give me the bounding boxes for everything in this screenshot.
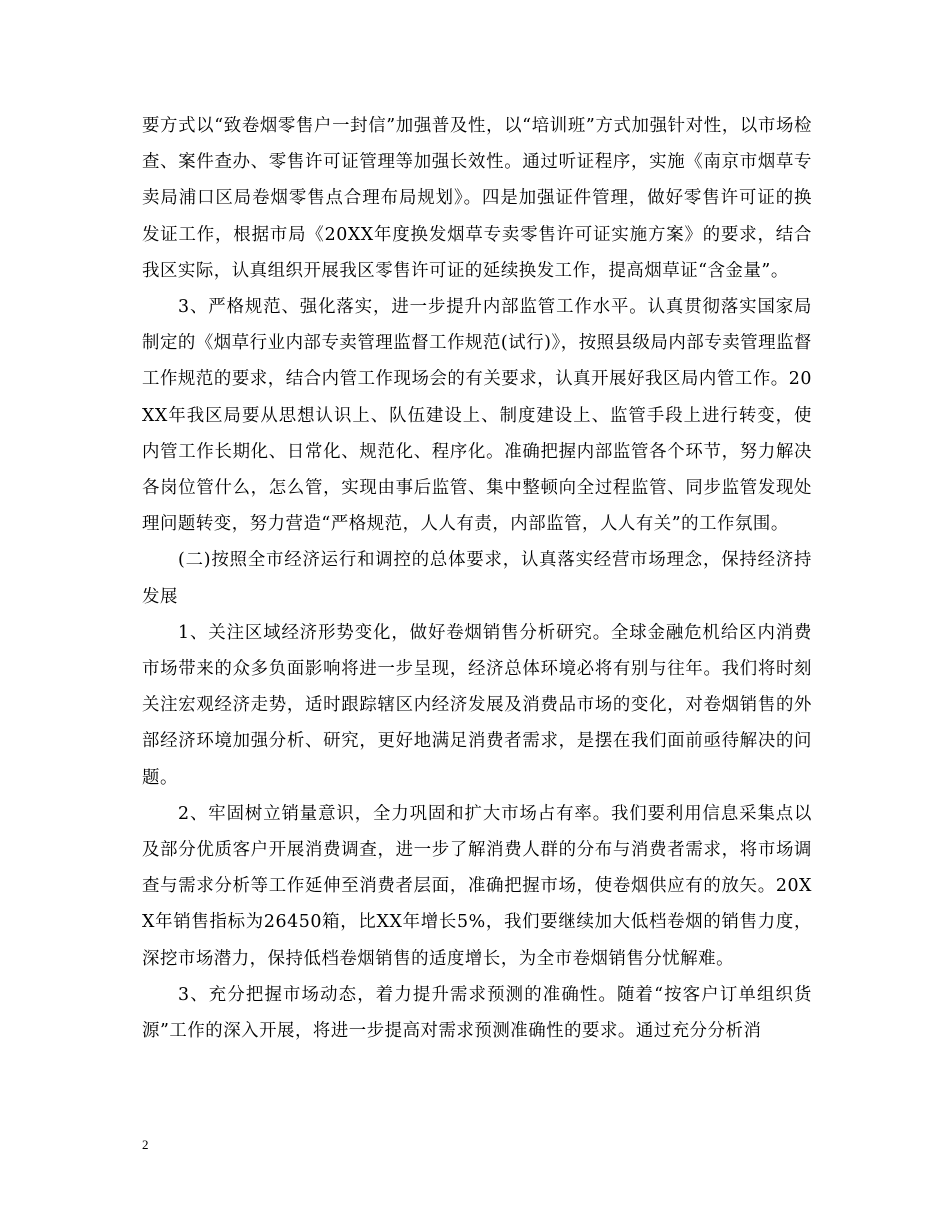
paragraph-internal-supervision: 3、严格规范、强化落实，进一步提升内部监管工作水平。认真贯彻落实国家局制定的《烟草行业内部专卖管理监督工作规范(试行)》，按照县级局内部专卖管理监督工作规范的要求，结合内管工作现场会的有关要求，认真开展好我区局内管工作。20XX年我区局要从思想认识上、队伍建设上、制度建设上、监管手段上进行转变，使内管工作长期化、日常化、规范化、程序化。准确把握内部监管各个环节，努力解决各岗位管什么，怎么管，实现由事后监管、集中整顿向全过程监管、同步监管发现处理问题转变，努力营造“严格规范，人人有责，内部监管，人人有关”的工作氛围。	[142, 297, 812, 535]
paragraph-market-dynamics: 3、充分把握市场动态，着力提升需求预测的准确性。随着“按客户订单组织货源”工作的深入开展，将进一步提高对需求预测准确性的要求。通过充分分析消	[142, 984, 812, 1042]
document-body	[142, 108, 812, 1049]
section-heading-economic-operation: (二)按照全市经济运行和调控的总体要求，认真落实经营市场理念，保持经济持发展	[142, 550, 812, 607]
page-number: 2	[142, 1137, 149, 1152]
paragraph-sales-volume: 2、牢固树立销量意识，全力巩固和扩大市场占有率。我们要利用信息采集点以及部分优质客户开展消费调查，进一步了解消费人群的分布与消费者需求，将市场调查与需求分析等工作延伸至消费者层面，准确把握市场，使卷烟供应有的放矢。20XX年销售指标为26450箱，比XX年增长5%，我们要继续加大低档卷烟的销售力度，深挖市场潜力，保持低档卷烟销售的适度增长，为全市卷烟销售分忧解难。	[142, 803, 812, 969]
paragraph-continuation: 要方式以“致卷烟零售户一封信”加强普及性，以“培训班”方式加强针对性，以市场检查、案件查办、零售许可证管理等加强长效性。通过听证程序，实施《南京市烟草专卖局浦口区局卷烟零售点合理布局规划》。四是加强证件管理，做好零售许可证的换发证工作，根据市局《20XX年度换发烟草专卖零售许可证实施方案》的要求，结合我区实际，认真组织开展我区零售许可证的延续换发工作，提高烟草证“含金量”。	[142, 116, 812, 281]
paragraph-regional-economy: 1、关注区域经济形势变化，做好卷烟销售分析研究。全球金融危机给区内消费市场带来的众多负面影响将进一步呈现，经济总体环境必将有别与往年。我们将时刻关注宏观经济走势，适时跟踪辖区内经济发展及消费品市场的变化，对卷烟销售的外部经济环境加强分析、研究，更好地满足消费者需求，是摆在我们面前亟待解决的问题。	[142, 622, 812, 788]
